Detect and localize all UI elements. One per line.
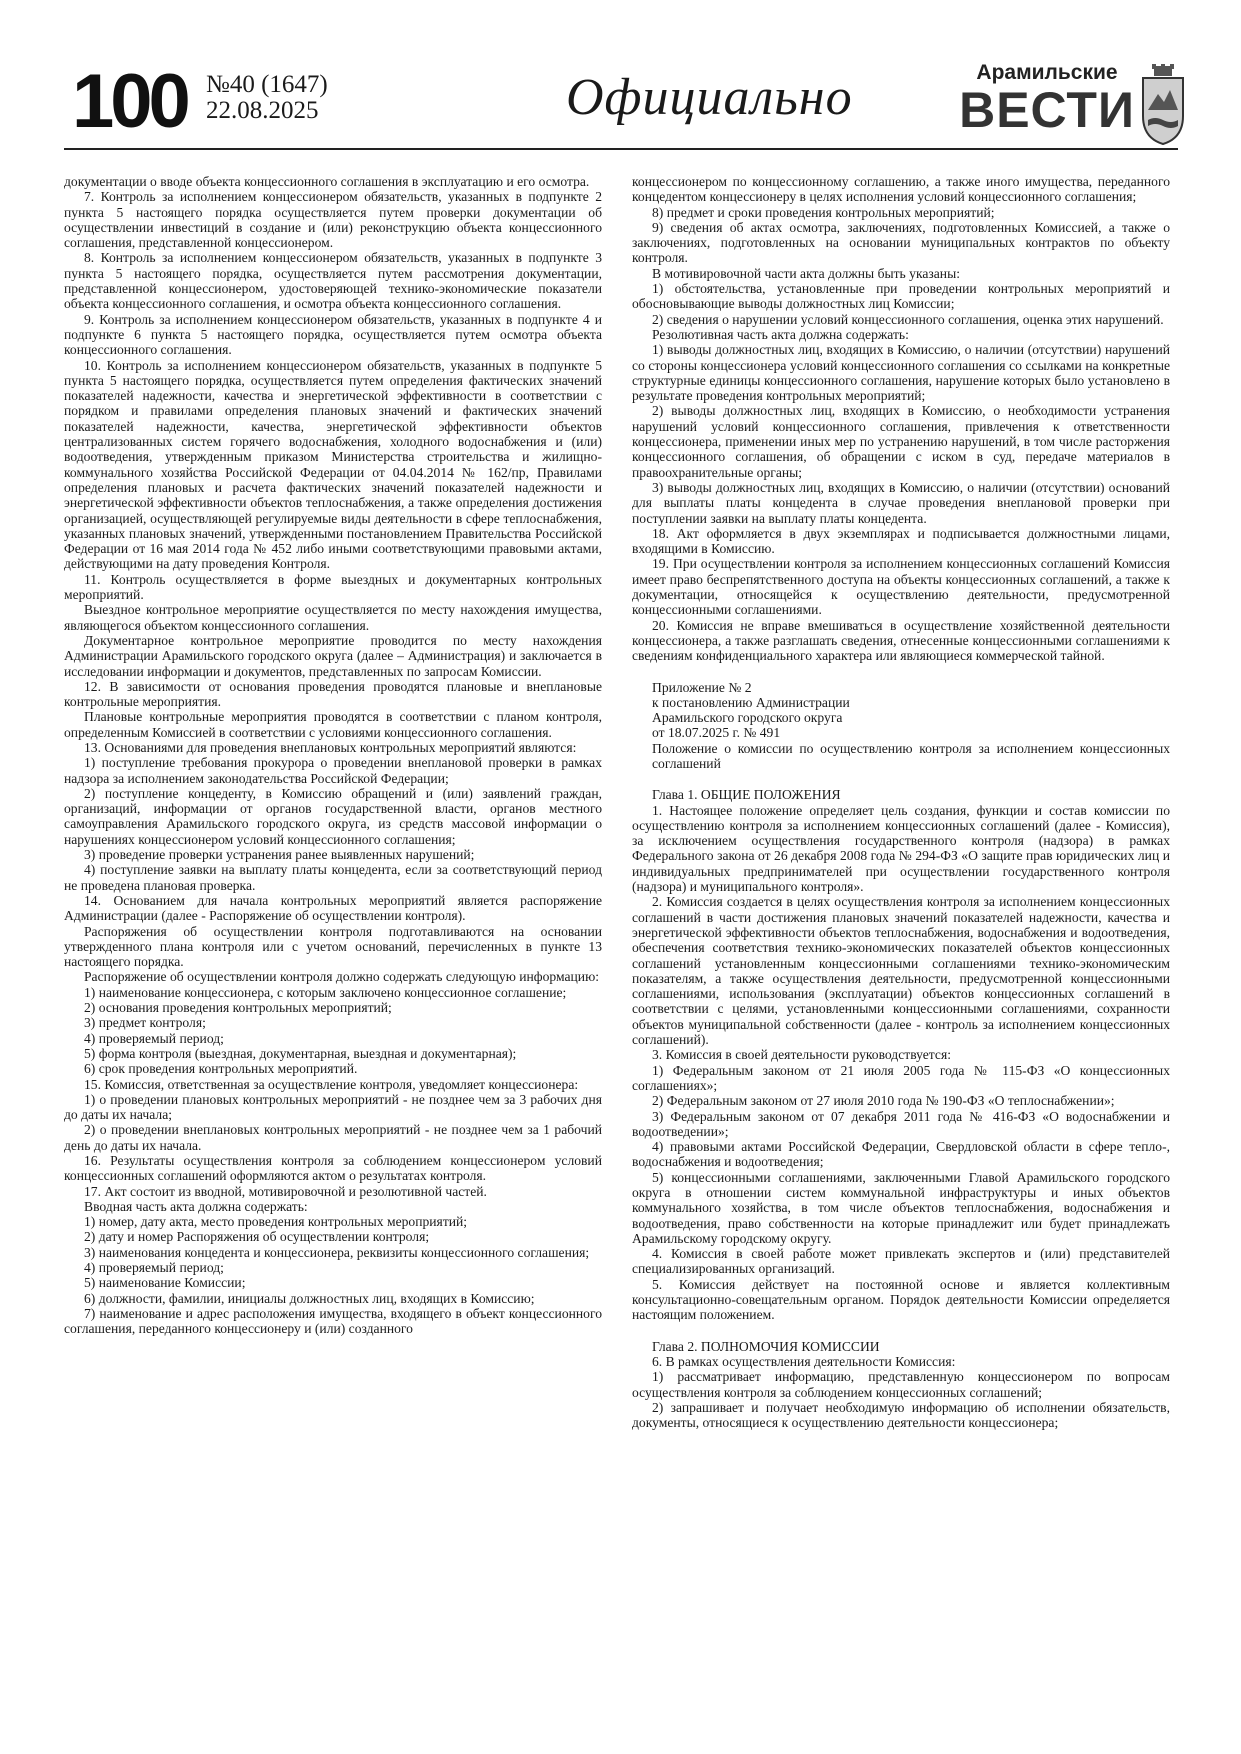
appendix-title: Положение о комиссии по осуществлению контроля за исполнением концессионных соглашений [652, 740, 1170, 771]
paragraph: концессионером по концессионному соглашению, а также иного имущества, переданного концедентом концессионеру в целях исполнения условий концессионного соглашения; [632, 174, 1170, 205]
paragraph: 1) номер, дату акта, место проведения контрольных мероприятий; [84, 1214, 468, 1230]
paragraph: 1) Федеральным законом от 21 июля 2005 года № 115-ФЗ «О концессионных соглашениях»; [632, 1062, 1170, 1093]
paragraph: 19. При осуществлении контроля за исполнением концессионных соглашений Комиссия имеет право беспрепятственного доступа на объекты концессионных соглашений, а также к документации, относящейся к осуществлению деятельности, предусмотренной концессионными соглашениями. [632, 556, 1170, 618]
appendix-line: Приложение № 2 [652, 679, 752, 695]
left-column [64, 174, 602, 1714]
paragraph: 3) предмет контроля; [84, 1015, 206, 1031]
paragraph: 2) поступление концеденту, в Комиссию обращений и (или) заявлений граждан, организаций, информации от органов государственной власти, органов местного самоуправления Арамильского городского округа, из средств массовой информации о нарушениях концессионером условий концессионного соглашения; [64, 785, 602, 847]
paragraph: 4) правовыми актами Российской Федерации, Свердловской области в сфере тепло-, водоснабжения и водоотведения; [632, 1139, 1170, 1170]
paragraph: 8. Контроль за исполнением концессионером обязательств, указанных в подпункте 3 пункта 5 настоящего порядка, осуществляется путем рассмотрения документации, представленной концессионером, удостоверяющей технико-экономические показатели объекта концессионного соглашения, и осмотра объекта концессионного соглашения. [64, 250, 602, 312]
paragraph: 2) дату и номер Распоряжения об осуществлении контроля; [84, 1229, 430, 1245]
paragraph: 2) Федеральным законом от 27 июля 2010 года № 190-ФЗ «О теплоснабжении»; [652, 1093, 1115, 1109]
spacer [632, 1323, 1170, 1339]
paragraph: 16. Результаты осуществления контроля за соблюдением концессионером условий концессионных соглашений оформляются актом о результатах контроля. [64, 1153, 602, 1184]
paragraph: 4. Комиссия в своей работе может привлекать экспертов и (или) представителей специализированных организаций. [632, 1246, 1170, 1277]
paragraph: 2) сведения о нарушении условий концессионного соглашения, оценка этих нарушений. [652, 311, 1164, 327]
paragraph: 1) обстоятельства, установленные при проведении контрольных мероприятий и обосновывающие выводы должностных лиц Комиссии; [632, 281, 1170, 312]
paragraph: 18. Акт оформляется в двух экземплярах и подписывается должностными лицами, входящими в Комиссию. [632, 525, 1170, 557]
paragraph: 3) проведение проверки устранения ранее выявленных нарушений; [84, 847, 475, 863]
section-title: Официально [566, 69, 853, 126]
paragraph: 2) основания проведения контрольных мероприятий; [84, 1000, 392, 1016]
paragraph: 2) выводы должностных лиц, входящих в Комиссию, о необходимости устранения нарушений условий концессионного соглашения, привлечения к ответственности концессионера, применении иных мер по устранению нарушений, в том числе расторжения концессионного соглашения, об обращении с иском в суд, передаче материалов в правоохранительные органы; [632, 403, 1170, 480]
paragraph: 5. Комиссия действует на постоянной основе и является коллективным консультационно-совещательным органом. Порядок деятельности Комиссии определяется настоящим положением. [632, 1276, 1170, 1323]
paragraph: 1) поступление требования прокурора о проведении внеплановой проверки в рамках надзора за исполнением законодательства Российской Федерации; [64, 755, 602, 786]
paragraph: 6) должности, фамилии, инициалы должностных лиц, входящих в Комиссию; [84, 1290, 535, 1306]
paragraph: 13. Основаниями для проведения внеплановых контрольных мероприятий являются: [84, 739, 577, 755]
paragraph: 10. Контроль за исполнением концессионером обязательств, указанных в подпункте 5 пункта 5 настоящего порядка, осуществляется путем определения фактических значений показателей надежности, качества и энергетической эффективности в соответствии с порядком и правилами определения плановых значений и фактических значений показателей надежности, качества, энергетической эффективности объектов централизованных систем горячего водоснабжения, холодного водоснабжения и (или) водоотведения, утвержденным приказом Министерства строительства и жилищно-коммунального хозяйства Российской Федерации от 04.04.2014 № 162/пр, Правилами определения плановых и расчета фактических значений показателей надежности и энергетической эффективности объектов теплоснабжения, а также определения достижения организацией, осуществляющей регулируемые виды деятельности в сфере теплоснабжения, указанных плановых значений, утвержденными постановлением Правительства Российской Федерации от 16 мая 2014 года № 452 либо иными соответствующими правовыми актами, действующими на дату проведения Контроля. [64, 357, 602, 572]
paragraph: 8) предмет и сроки проведения контрольных мероприятий; [652, 204, 995, 220]
paragraph: Распоряжения об осуществлении контроля подготавливаются на основании утвержденного плана контроля или с учетом оснований, перечисленных в пункте 13 настоящего порядка. [64, 923, 602, 970]
spacer [632, 664, 1170, 680]
paragraph: 1) выводы должностных лиц, входящих в Комиссию, о наличии (отсутствии) нарушений со стороны концессионера условий концессионного соглашения со ссылками на конкретные структурные единицы концессионного соглашения, нарушение которых было установлено в результате проведения контрольных мероприятий; [632, 342, 1170, 404]
chapter-heading: Глава 2. ПОЛНОМОЧИЯ КОМИССИИ [652, 1338, 880, 1354]
paragraph: 14. Основанием для начала контрольных мероприятий является распоряжение Администрации (далее - Распоряжение об осуществлении контроля). [64, 892, 602, 924]
paragraph: 20. Комиссия не вправе вмешиваться в осуществление хозяйственной деятельности концессионера, а также разглашать сведения, отнесенные концессионными соглашениями к сведениям конфиденциального характера или являющиеся коммерческой тайной. [632, 617, 1170, 664]
paragraph: 9. Контроль за исполнением концессионером обязательств, указанных в подпункте 4 и подпункте 6 пункта 5 настоящего порядка, осуществляется путем осмотра объекта концессионного соглашения. [64, 311, 602, 358]
paragraph: 6. В рамках осуществления деятельности Комиссия: [652, 1353, 956, 1369]
paragraph: 3) выводы должностных лиц, входящих в Комиссию, о наличии (отсутствии) оснований для выплаты платы концедента в случае проведения внеплановой проверки при поступлении заявки на выплату платы концедента. [632, 479, 1170, 526]
appendix-heading [632, 680, 1170, 772]
masthead [72, 59, 1178, 150]
paragraph: 5) форма контроля (выездная, документарная, выездная и документарная); [84, 1045, 517, 1061]
paragraph: Резолютивная часть акта должна содержать: [652, 326, 909, 342]
paragraph: Распоряжение об осуществлении контроля должно содержать следующую информацию: [84, 969, 600, 985]
paragraph: документации о вводе объекта концессионного соглашения в эксплуатацию и его осмотра. [64, 174, 590, 189]
issue-block [206, 72, 328, 124]
paragraph: 1. Настоящее положение определяет цель создания, функции и состав комиссии по осуществлению контроля за исполнением концессионных соглашений (далее - Комиссия), за исключением осуществления государственного контроля (надзора) в рамках Федерального закона от 26 декабря 2008 года № 294-ФЗ «О защите прав юридических лиц и индивидуальных предпринимателей при осуществлении государственного контроля (надзора) и муниципального контроля». [632, 802, 1170, 895]
paragraph: 11. Контроль осуществляется в форме выездных и документарных контрольных мероприятий. [64, 571, 602, 603]
issue-number: №40 (1647) [206, 71, 328, 98]
paragraph: 4) проверяемый период; [84, 1260, 224, 1276]
paragraph: 5) наименование Комиссии; [84, 1275, 246, 1291]
paragraph: 5) концессионными соглашениями, заключенными Главой Арамильского городского округа в отношении систем коммунальной инфраструктуры и иных объектов коммунального хозяйства, в том числе объектов теплоснабжения, водоснабжения и водоотведения, право собственности на которые принадлежит или будет принадлежать Арамильскому городскому округу. [632, 1169, 1170, 1246]
paragraph: 4) поступление заявки на выплату платы концедента, если за соответствующий период не проведена плановая проверка. [64, 862, 602, 893]
paragraph: 6) срок проведения контрольных мероприятий. [84, 1061, 358, 1077]
paragraph: Плановые контрольные мероприятия проводятся в соответствии с планом контроля, определенным Комиссией в соответствии с условиями концессионного соглашения. [64, 709, 602, 740]
paragraph: 3) Федеральным законом от 07 декабря 2011 года № 416-ФЗ «О водоснабжении и водоотведении»; [632, 1108, 1170, 1139]
paragraph: 3. Комиссия в своей деятельности руководствуется: [652, 1047, 951, 1063]
page-number: 100 [72, 59, 187, 144]
paragraph: 1) наименование концессионера, с которым заключено концессионное соглашение; [84, 984, 567, 1000]
paragraph: 12. В зависимости от основания проведения проводятся плановые и внеплановые контрольные мероприятия. [64, 678, 602, 710]
paragraph: 2. Комиссия создается в целях осуществления контроля за исполнением концессионных соглашений в части достижения плановых значений показателей надежности, качества и энергетической эффективности объектов теплоснабжения, водоснабжения и водоотведения, обеспечения соответствия технико-экономических показателей объектов концессионных соглашений установленным концессионными соглашениями технико-экономическим показателям, а также осуществления деятельности, предусмотренной концессионными соглашениями, использования (эксплуатации) объектов концессионных соглашений в соответствии с целями, установленными концессионными соглашениями, сохранности объектов муниципальной собственности (далее - контроль за исполнением концессионных соглашений). [632, 894, 1170, 1048]
chapter-heading: Глава 1. ОБЩИЕ ПОЛОЖЕНИЯ [652, 787, 841, 803]
paragraph: 9) сведения об актах осмотра, заключениях, подготовленных Комиссией, а также о заключениях, подготовленных на основании муниципальных контрактов по объекту контроля. [632, 219, 1170, 266]
paragraph: 1) рассматривает информацию, представленную концессионером по вопросам осуществления контроля за соблюдением концессионных соглашений; [632, 1369, 1170, 1400]
paragraph: 1) о проведении плановых контрольных мероприятий - не позднее чем за 3 рабочих дня до даты их начала; [64, 1091, 602, 1123]
right-column [632, 174, 1170, 1714]
paragraph: 7) наименование и адрес расположения имущества, входящего в объект концессионного соглашения, переданного концессионеру и (или) созданного [64, 1305, 602, 1337]
logo-main-word: ВЕСТИ [959, 82, 1135, 138]
paragraph: 15. Комиссия, ответственная за осуществление контроля, уведомляет концессионера: [84, 1076, 579, 1092]
city-crest-icon [1140, 64, 1186, 146]
newspaper-logo [952, 62, 1142, 136]
paragraph: В мотивировочной части акта должны быть указаны: [652, 265, 960, 281]
paragraph: 3) наименования концедента и концессионера, реквизиты концессионного соглашения; [84, 1244, 590, 1260]
paragraph: 2) о проведении внеплановых контрольных мероприятий - не позднее чем за 1 рабочий день до даты их начала. [64, 1122, 602, 1153]
issue-date: 22.08.2025 [206, 97, 319, 124]
spacer [632, 771, 1170, 787]
paragraph: Документарное контрольное мероприятие проводится по месту нахождения Администрации Арамильского городского округа (далее – Администрация) и заключается в исследовании информации и документов, представленных по запросам Комиссии. [64, 632, 602, 679]
appendix-line: от 18.07.2025 г. № 491 [652, 725, 781, 741]
logo-top-word: Арамильские [976, 61, 1118, 84]
paragraph: Вводная часть акта должна содержать: [84, 1198, 308, 1214]
paragraph: 7. Контроль за исполнением концессионером обязательств, указанных в подпункте 2 пункта 5 настоящего порядка осуществляется путем проверки документации об осуществлении инвестиций в создание и (или) реконструкцию объекта концессионного соглашения, представленной концессионером. [64, 189, 602, 251]
paragraph: 17. Акт состоит из вводной, мотивировочной и резолютивной частей. [84, 1183, 487, 1199]
paragraph: 4) проверяемый период; [84, 1030, 224, 1046]
appendix-line: к постановлению Администрации [652, 694, 850, 710]
paragraph: Выездное контрольное мероприятие осуществляется по месту нахождения имущества, являющегося объектом концессионного соглашения. [64, 602, 602, 633]
header-rule [64, 148, 1178, 150]
appendix-line: Арамильского городского округа [652, 710, 843, 726]
paragraph: 2) запрашивает и получает необходимую информацию об исполнении обязательств, документы, относящиеся к осуществлению деятельности концессионера; [632, 1399, 1170, 1431]
